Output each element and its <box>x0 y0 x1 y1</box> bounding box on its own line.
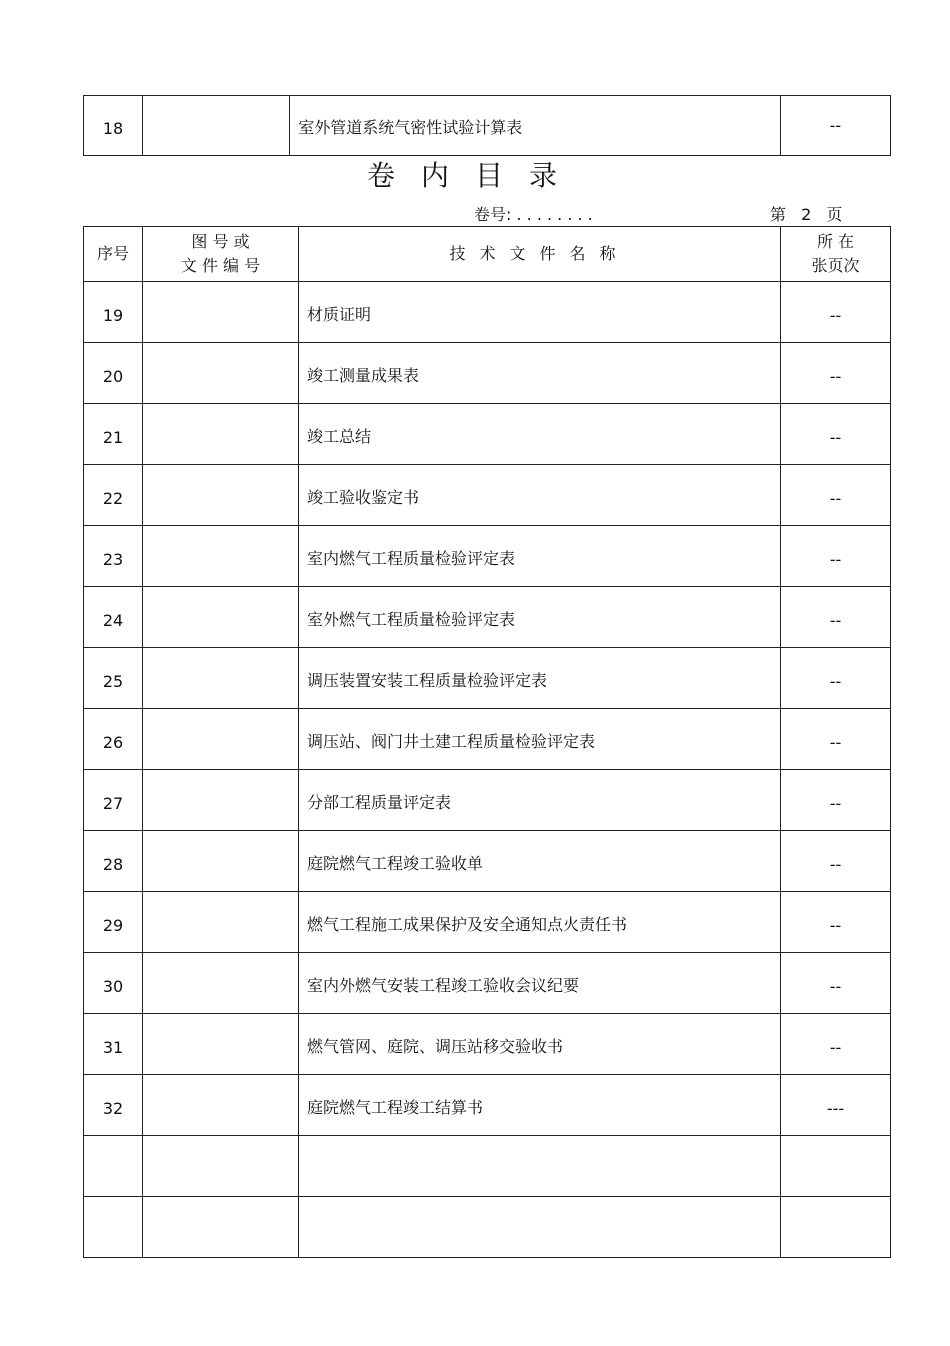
row-number: 30 <box>84 953 143 1014</box>
row-file-code <box>143 96 290 156</box>
row-number: 31 <box>84 1014 143 1075</box>
row-page-ref: --- <box>781 1075 891 1136</box>
table-row <box>84 465 891 526</box>
table-row <box>84 404 891 465</box>
table-row <box>84 648 891 709</box>
row-document-name: 庭院燃气工程竣工验收单 <box>299 831 781 892</box>
header-file-code <box>143 227 299 282</box>
table-body <box>84 282 891 1258</box>
row-document-name: 调压装置安装工程质量检验评定表 <box>299 648 781 709</box>
table-row <box>84 1197 891 1258</box>
row-document-name: 室内燃气工程质量检验评定表 <box>299 526 781 587</box>
table-row <box>84 343 891 404</box>
row-document-name: 竣工总结 <box>299 404 781 465</box>
row-file-code <box>143 770 299 831</box>
row-page-ref: -- <box>781 404 891 465</box>
table-row <box>84 709 891 770</box>
row-page-ref: -- <box>781 831 891 892</box>
row-document-name: 竣工测量成果表 <box>299 343 781 404</box>
row-page-ref: -- <box>781 1014 891 1075</box>
row-document-name: 燃气管网、庭院、调压站移交验收书 <box>299 1014 781 1075</box>
row-number: 32 <box>84 1075 143 1136</box>
row-file-code <box>143 343 299 404</box>
row-page-ref: -- <box>780 96 890 156</box>
row-page-ref: -- <box>781 892 891 953</box>
row-number: 29 <box>84 892 143 953</box>
row-document-name: 室内外燃气安装工程竣工验收会议纪要 <box>299 953 781 1014</box>
row-number: 19 <box>84 282 143 343</box>
row-document-name: 燃气工程施工成果保护及安全通知点火责任书 <box>299 892 781 953</box>
row-page-ref: -- <box>781 770 891 831</box>
row-file-code <box>143 709 299 770</box>
row-number: 28 <box>84 831 143 892</box>
row-page-ref: -- <box>781 648 891 709</box>
volume-number-label: 卷号: . . . . . . . . <box>474 205 593 224</box>
row-number: 23 <box>84 526 143 587</box>
row-number: 25 <box>84 648 143 709</box>
row-file-code <box>143 1197 299 1258</box>
row-file-code <box>143 587 299 648</box>
row-file-code <box>143 953 299 1014</box>
table-row <box>84 892 891 953</box>
row-number: 18 <box>84 96 143 156</box>
row-document-name <box>299 1197 781 1258</box>
row-document-name: 室外燃气工程质量检验评定表 <box>299 587 781 648</box>
row-page-ref: -- <box>781 587 891 648</box>
row-number <box>84 1136 143 1197</box>
header-page-ref-line1: 所 在 <box>816 232 855 251</box>
row-number: 22 <box>84 465 143 526</box>
table-row <box>84 770 891 831</box>
header-page-ref-line2: 张页次 <box>811 256 860 275</box>
row-number <box>84 1197 143 1258</box>
row-document-name: 调压站、阀门井土建工程质量检验评定表 <box>299 709 781 770</box>
row-page-ref <box>781 1197 891 1258</box>
row-file-code <box>143 892 299 953</box>
header-number: 序号 <box>84 227 143 282</box>
table-row <box>84 526 891 587</box>
row-document-name: 分部工程质量评定表 <box>299 770 781 831</box>
table-row <box>84 1136 891 1197</box>
row-file-code <box>143 1136 299 1197</box>
catalog-table <box>83 226 891 1258</box>
row-page-ref: -- <box>781 709 891 770</box>
row-page-ref: -- <box>781 465 891 526</box>
header-file-code-line2: 文 件 编 号 <box>180 256 261 275</box>
row-page-ref: -- <box>781 953 891 1014</box>
row-number: 21 <box>84 404 143 465</box>
row-document-name: 室外管道系统气密性试验计算表 <box>290 96 781 156</box>
row-document-name: 庭院燃气工程竣工结算书 <box>299 1075 781 1136</box>
row-file-code <box>143 648 299 709</box>
row-number: 27 <box>84 770 143 831</box>
row-file-code <box>143 1014 299 1075</box>
row-file-code <box>143 404 299 465</box>
row-file-code <box>143 1075 299 1136</box>
row-page-ref: -- <box>781 282 891 343</box>
row-file-code <box>143 526 299 587</box>
row-number: 20 <box>84 343 143 404</box>
row-page-ref: -- <box>781 526 891 587</box>
table-row <box>84 953 891 1014</box>
row-document-name: 材质证明 <box>299 282 781 343</box>
row-number: 24 <box>84 587 143 648</box>
page-title: 卷内目录 <box>366 159 583 192</box>
row-file-code <box>143 831 299 892</box>
row-file-code <box>143 282 299 343</box>
table-header-row <box>84 227 891 282</box>
table-row <box>84 587 891 648</box>
row-document-name: 竣工验收鉴定书 <box>299 465 781 526</box>
table-row <box>84 1075 891 1136</box>
header-page-ref <box>781 227 891 282</box>
table-row <box>84 96 891 156</box>
header-file-code-line1: 图 号 或 <box>191 232 250 251</box>
row-file-code <box>143 465 299 526</box>
previous-page-table <box>83 95 891 156</box>
row-page-ref: -- <box>781 343 891 404</box>
row-number: 26 <box>84 709 143 770</box>
row-page-ref <box>781 1136 891 1197</box>
table-row <box>84 831 891 892</box>
table-row <box>84 1014 891 1075</box>
page-number-label: 第 2 页 <box>770 205 843 224</box>
header-document-name: 技术文件名称 <box>299 227 781 282</box>
table-row <box>84 282 891 343</box>
row-document-name <box>299 1136 781 1197</box>
